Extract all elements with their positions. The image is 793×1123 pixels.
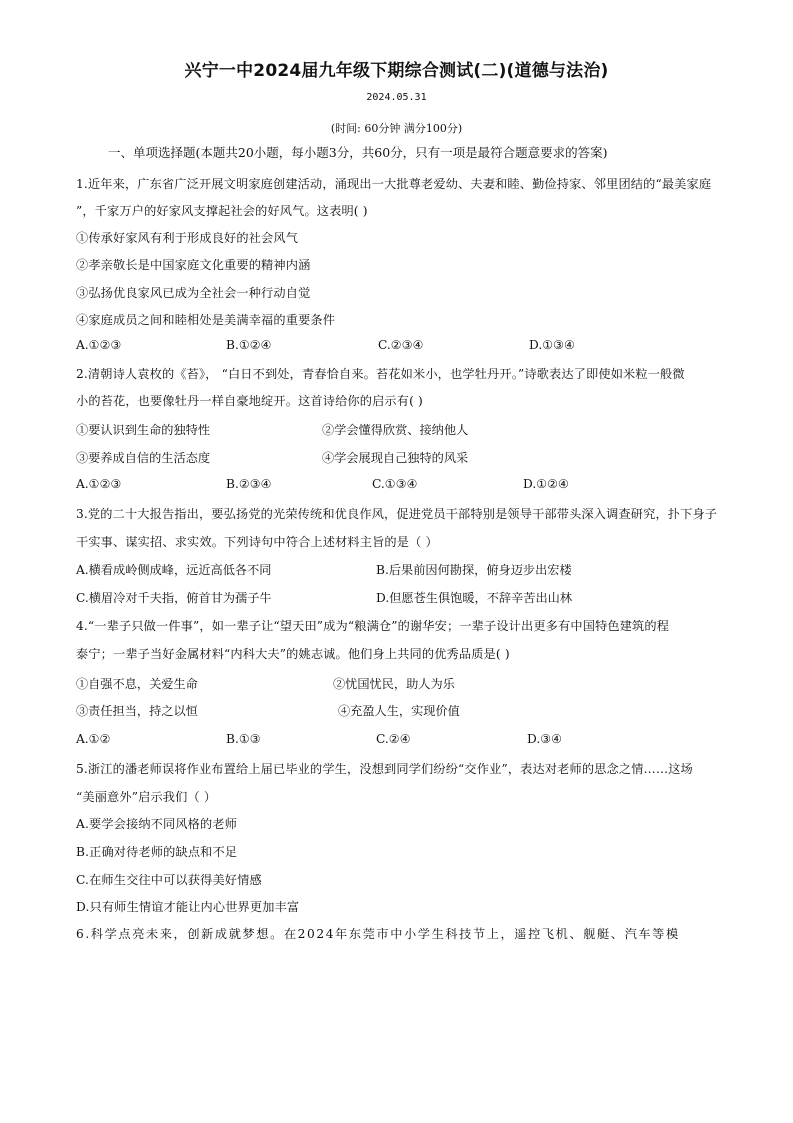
- question-3-option-b: B.后果前因何勘探，俯身迈步出宏楼: [376, 563, 572, 577]
- question-3-stem-line-1: 3.党的二十大报告指出，要弘扬党的光荣传统和优良作风，促进党员干部特别是领导干部带头深入调查研究，扑下身子: [76, 507, 718, 521]
- question-5-option-d: D.只有师生情谊才能让内心世界更加丰富: [76, 900, 300, 914]
- question-5-stem-line-2: “美丽意外”启示我们（ ）: [76, 790, 217, 804]
- question-5-stem-line-1: 5.浙江的潘老师误将作业布置给上届已毕业的学生，没想到同学们纷纷“交作业”，表达对老师的思念之情……这场: [76, 762, 693, 776]
- question-1-item-4: ④家庭成员之间和睦相处是美满幸福的重要条件: [76, 313, 336, 327]
- question-4-option-a: A.①②: [76, 732, 111, 746]
- question-6-stem-line-1: 6.科学点亮未来，创新成就梦想。在2024年东莞市中小学生科技节上，遥控飞机、舰艇、汽车等模: [76, 927, 680, 941]
- question-2-stem-line-1: 2.清朝诗人袁枚的《苔》， “白日不到处，青春恰自来。苔花如米小，也学牡丹开。”诗歌表达了即使如米粒一般微: [76, 367, 685, 381]
- question-3-option-a: A.横看成岭侧成峰，远近高低各不同: [76, 563, 272, 577]
- exam-title: 兴宁一中2024届九年级下期综合测试(二)(道德与法治): [184, 61, 609, 81]
- question-3-stem-line-2: 干实事、谋实招、求实效。下列诗句中符合上述材料主旨的是（ ）: [76, 535, 438, 549]
- question-1-option-b: B.①②④: [226, 338, 272, 352]
- question-4-item-4: ④充盈人生，实现价值: [338, 704, 460, 718]
- question-4-option-c: C.②④: [376, 732, 411, 746]
- question-1-item-1: ①传承好家风有利于形成良好的社会风气: [76, 231, 299, 245]
- question-4-option-d: D.③④: [527, 732, 563, 746]
- question-1-item-3: ③弘扬优良家风已成为全社会一种行动自觉: [76, 286, 311, 300]
- question-5-option-a: A.要学会接纳不同风格的老师: [76, 817, 238, 831]
- question-1-option-a: A.①②③: [76, 338, 122, 352]
- exam-date: 2024.05.31: [366, 92, 427, 103]
- question-2-option-a: A.①②③: [76, 477, 122, 491]
- question-4-stem-line-1: 4.“一辈子只做一件事”，如一辈子让“望天田”成为“粮满仓”的谢华安；一辈子设计出更多有中国特色建筑的程: [76, 619, 670, 633]
- exam-time-info: (时间: 60分钟 满分100分): [330, 122, 463, 135]
- question-1-option-d: D.①③④: [529, 338, 575, 352]
- question-4-item-3: ③责任担当，持之以恒: [76, 704, 198, 718]
- question-2-stem-line-2: 小的苔花，也要像牡丹一样自豪地绽开。这首诗给你的启示有( ): [76, 394, 423, 408]
- question-1-stem-line-1: 1.近年来，广东省广泛开展文明家庭创建活动，涌现出一大批尊老爱幼、夫妻和睦、勤俭持家、邻里团结的“最美家庭: [76, 177, 712, 191]
- question-2-option-c: C.①③④: [372, 477, 418, 491]
- question-2-item-2: ②学会懂得欣赏、接纳他人: [322, 423, 469, 437]
- question-1-option-c: C.②③④: [378, 338, 424, 352]
- question-3-option-d: D.但愿苍生俱饱暖，不辞辛苦出山林: [376, 591, 573, 605]
- question-5-option-c: C.在师生交往中可以获得美好情感: [76, 873, 262, 887]
- question-2-item-4: ④学会展现自己独特的风采: [322, 451, 469, 465]
- question-1-stem-line-2: ”，千家万户的好家风支撑起社会的好风气。这表明( ): [76, 204, 368, 218]
- question-2-option-b: B.②③④: [226, 477, 272, 491]
- question-4-option-b: B.①③: [226, 732, 261, 746]
- question-3-option-c: C.横眉冷对千夫指，俯首甘为孺子牛: [76, 591, 272, 605]
- question-4-item-1: ①自强不息，关爱生命: [76, 677, 198, 691]
- question-2-item-1: ①要认识到生命的独特性: [76, 423, 211, 437]
- question-1-item-2: ②孝亲敬长是中国家庭文化重要的精神内涵: [76, 258, 311, 272]
- question-2-item-3: ③要养成自信的生活态度: [76, 451, 211, 465]
- section-title: 一、单项选择题(本题共20小题，每小题3分，共60分，只有一项是最符合题意要求的答案): [108, 145, 608, 160]
- question-4-stem-line-2: 泰宁；一辈子当好金属材料“内科大夫”的姚志诚。他们身上共同的优秀品质是( ): [76, 647, 510, 661]
- question-5-option-b: B.正确对待老师的缺点和不足: [76, 845, 238, 859]
- question-4-item-2: ②忧国忧民，助人为乐: [333, 677, 455, 691]
- question-2-option-d: D.①②④: [523, 477, 569, 491]
